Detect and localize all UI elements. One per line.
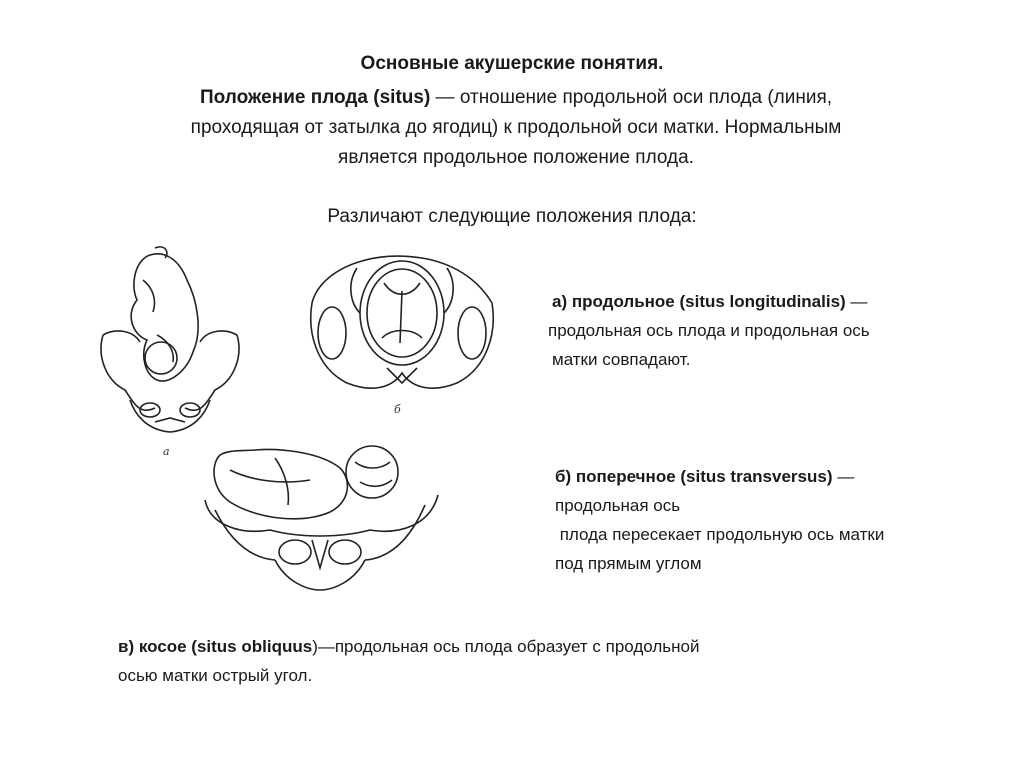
figure-label-b: б [394, 403, 401, 416]
intro-text-line3: является продольное положение плода. [338, 147, 694, 168]
figure-label-a: а [163, 445, 170, 458]
subheading: Различают следующие положения плода: [327, 206, 697, 227]
figure-pelvis-top-view-illustration [302, 243, 502, 418]
position-transverse-term: б) поперечное (situs transversus) [555, 467, 833, 486]
position-transverse-line3: под прямым углом [555, 554, 702, 573]
position-transverse [555, 462, 884, 578]
position-oblique-line2: осью матки острый угол. [118, 666, 313, 685]
intro-text-line2: проходящая от затылка до ягодиц) к продольной оси матки. Нормальным [190, 117, 842, 138]
position-longitudinal-term: а) продольное (situs longitudinalis) [552, 292, 846, 311]
position-longitudinal-dash: — [845, 292, 868, 311]
page-title: Основные акушерские понятия. [360, 53, 664, 74]
intro-paragraph [110, 83, 922, 173]
position-transverse-line2: плода пересекает продольную ось матки [555, 525, 885, 544]
intro-term: Положение плода (situs) [199, 87, 431, 108]
position-oblique-term: в) косое (situs obliquus [118, 637, 313, 656]
position-longitudinal-line2: матки совпадают. [552, 350, 691, 369]
position-oblique-line1: )—продольная ось плода образует с продольной [312, 637, 700, 656]
position-transverse-dash: — [832, 467, 855, 486]
position-longitudinal-line1: продольная ось плода и продольная ось [548, 321, 870, 340]
intro-text-line1: — отношение продольной оси плода (линия, [430, 87, 833, 108]
figure-longitudinal-illustration [95, 240, 245, 465]
position-longitudinal [548, 287, 870, 374]
position-transverse-line1: продольная ось [555, 496, 681, 515]
figure-transverse-illustration [200, 440, 440, 595]
position-oblique [118, 632, 699, 690]
